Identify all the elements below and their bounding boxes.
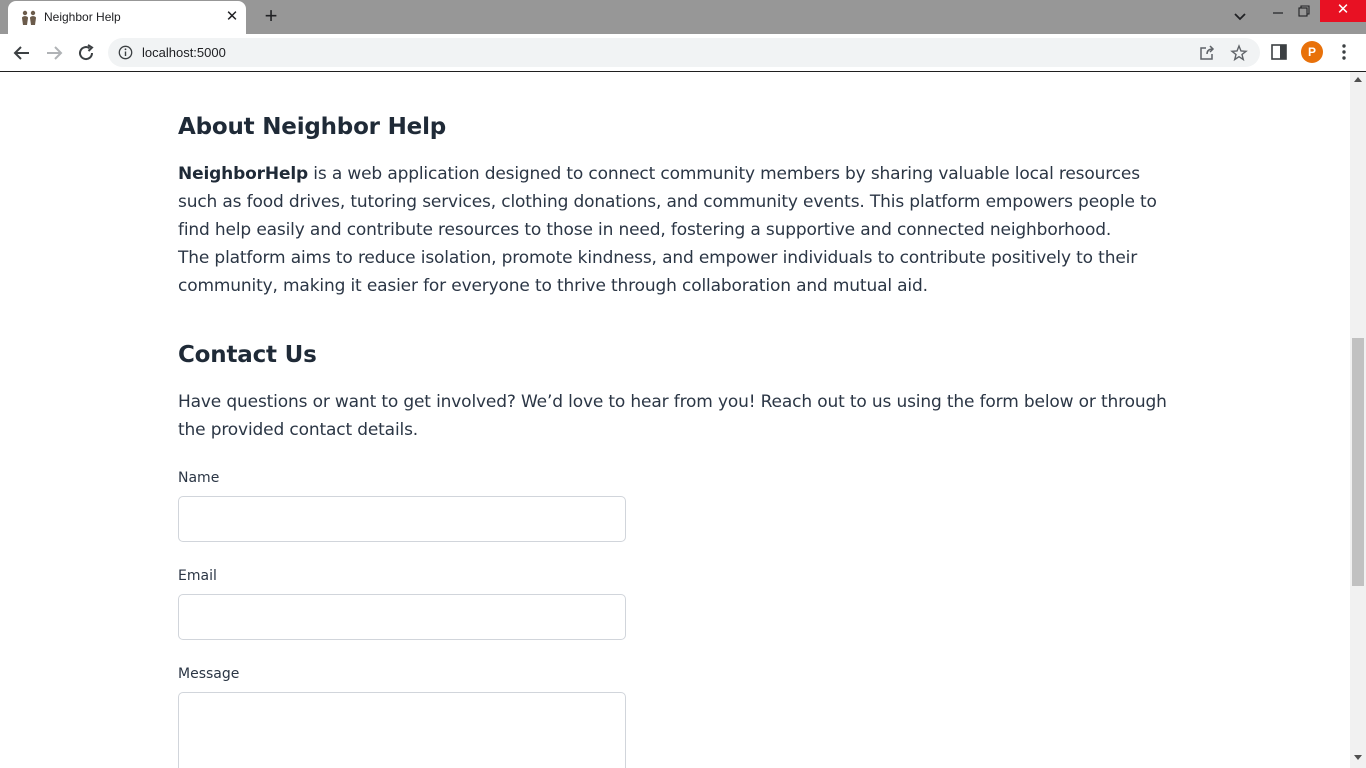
browser-toolbar	[0, 34, 1366, 72]
more-menu-icon[interactable]	[1336, 42, 1352, 62]
bookmark-star-icon[interactable]	[1230, 44, 1248, 62]
brand-name: NeighborHelp	[178, 164, 309, 184]
about-description	[178, 160, 1168, 300]
email-label: Email	[178, 568, 217, 584]
tab-title: Neighbor Help	[44, 10, 121, 24]
reload-icon[interactable]	[74, 41, 98, 65]
scroll-up-icon[interactable]	[1354, 76, 1362, 82]
contact-intro: Have questions or want to get involved? We’d love to hear from you! Reach out to us using the form below or through the provided contact details.	[178, 392, 1167, 440]
forward-arrow-icon[interactable]	[42, 41, 66, 65]
chevron-down-icon[interactable]	[1230, 8, 1250, 26]
email-field[interactable]	[178, 594, 626, 640]
scrollbar-thumb[interactable]	[1352, 338, 1364, 586]
share-icon[interactable]	[1198, 44, 1216, 62]
restore-icon[interactable]	[1296, 3, 1312, 19]
minimize-icon[interactable]	[1268, 4, 1288, 20]
about-paragraph-1: is a web application designed to connect community members by sharing valuable local resources such as food drives, tutoring services, clothing donations, and community events. This platform empowers people to find help easily and contribute resources to those in need, fostering a supportive and connected neighborhood.	[178, 164, 1157, 240]
info-icon[interactable]	[118, 45, 133, 60]
tab-strip	[0, 0, 1366, 34]
side-panel-icon[interactable]	[1270, 43, 1288, 61]
window-close-button[interactable]: ✕	[1320, 0, 1366, 22]
page-viewport	[0, 72, 1350, 768]
name-field[interactable]	[178, 496, 626, 542]
message-field[interactable]	[178, 692, 626, 768]
contact-heading: Contact Us	[178, 342, 317, 368]
name-label: Name	[178, 470, 220, 486]
browser-tab[interactable]	[8, 1, 246, 34]
message-label: Message	[178, 666, 240, 682]
profile-avatar[interactable]: P	[1301, 41, 1323, 63]
tab-close-button[interactable]: ✕	[225, 8, 239, 25]
people-icon	[20, 9, 38, 27]
page-scrollbar[interactable]	[1350, 72, 1366, 768]
address-bar[interactable]	[108, 38, 1260, 67]
url-text[interactable]: localhost:5000	[142, 45, 226, 60]
scroll-down-icon[interactable]	[1354, 755, 1362, 761]
about-paragraph-2: The platform aims to reduce isolation, promote kindness, and empower individuals to contribute positively to their community, making it easier for everyone to thrive through collaboration and mutual aid.	[178, 248, 1138, 296]
back-arrow-icon[interactable]	[10, 41, 34, 65]
about-heading: About Neighbor Help	[178, 114, 447, 140]
new-tab-button[interactable]: +	[264, 3, 278, 28]
